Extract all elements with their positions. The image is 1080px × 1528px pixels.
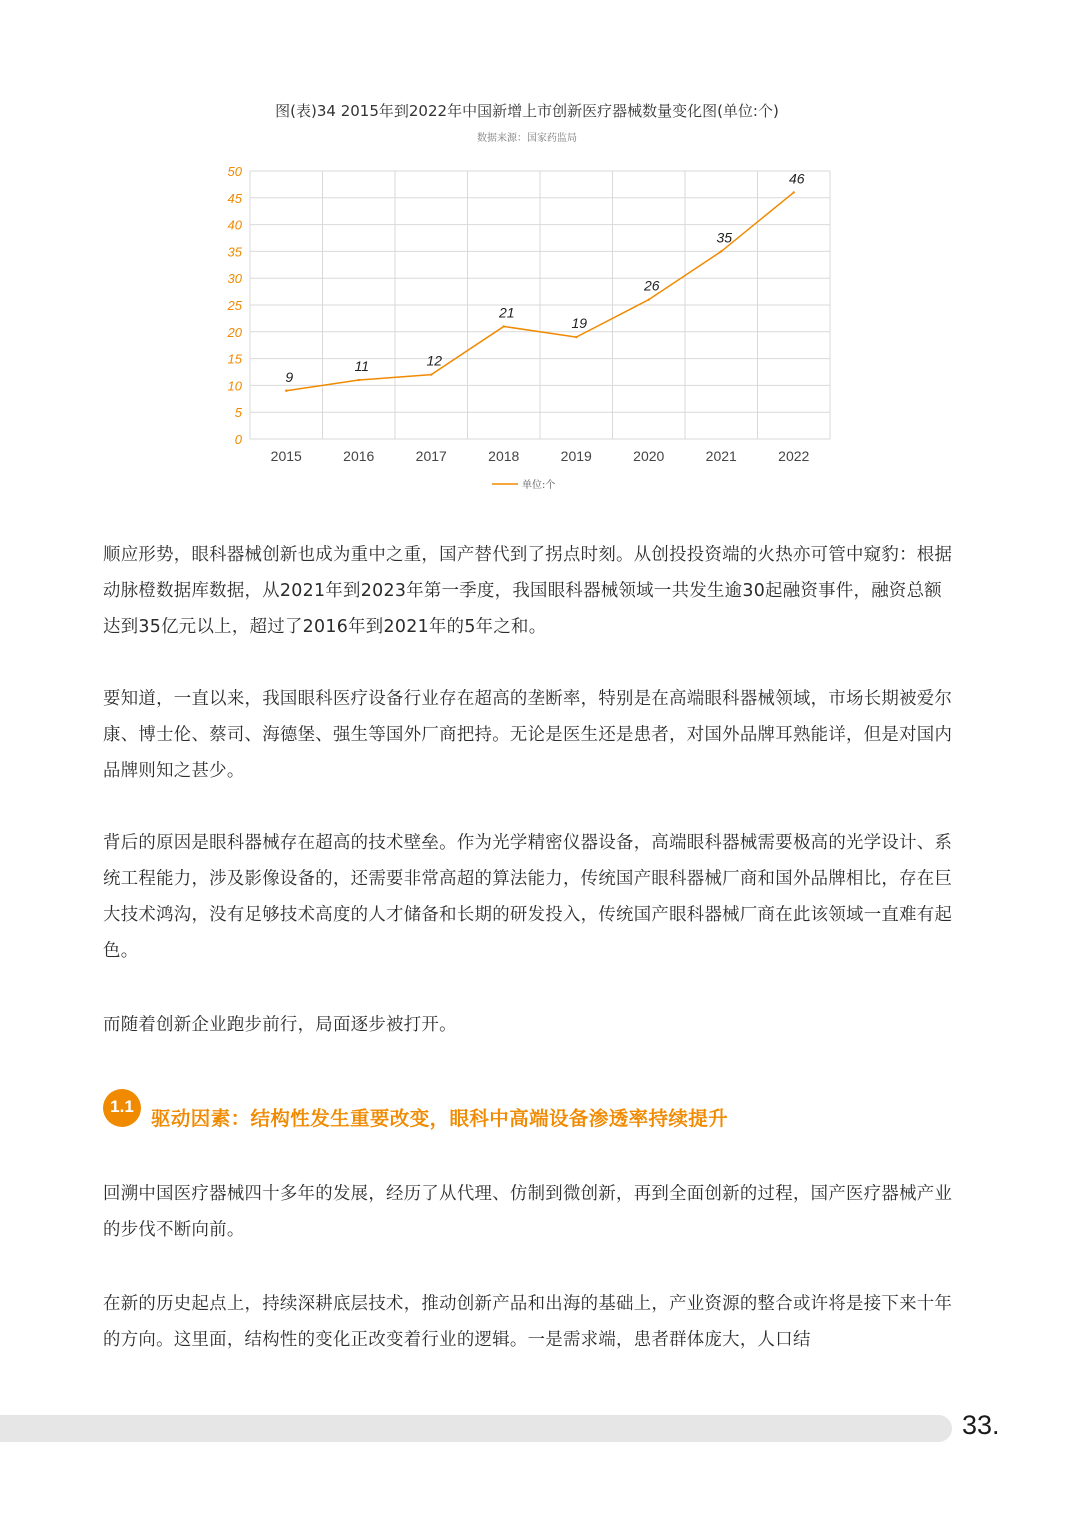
paragraph-1: 顺应形势，眼科器械创新也成为重中之重，国产替代到了拐点时刻。从创投投资端的火热亦可管中窥豹：根据动脉橙数据库数据，从2021年到2023年第一季度，我国眼科器械领域一共发生逾30起融资事件，融资总额达到35亿元以上，超过了2016年到2021年的5年之和。 (103, 545, 953, 637)
chart-grid (250, 171, 830, 439)
x-tick-label: 2015 (270, 448, 302, 464)
chart-title: 图(表)34 2015年到2022年中国新增上市创新医疗器械数量变化图(单位:个) (275, 102, 779, 120)
y-tick-label: 50 (227, 164, 242, 179)
data-label: 35 (716, 229, 733, 246)
data-point (648, 298, 650, 300)
data-point (503, 325, 505, 327)
paragraph-4: 而随着创新企业跑步前行，局面逐步被打开。 (103, 1015, 457, 1035)
data-label: 21 (498, 304, 515, 321)
y-tick-label: 25 (227, 298, 242, 313)
data-label: 26 (643, 277, 660, 294)
line-chart (200, 155, 860, 500)
y-tick-label: 10 (227, 378, 242, 394)
chart-legend (492, 478, 555, 491)
y-axis-ticks (227, 164, 243, 447)
x-tick-label: 2017 (415, 448, 447, 464)
y-tick-label: 45 (227, 190, 242, 206)
paragraph-2: 要知道，一直以来，我国眼科医疗设备行业存在超高的垄断率，特别是在高端眼科器械领域，市场长期被爱尔康、博士伦、蔡司、海德堡、强生等国外厂商把持。无论是医生还是患者，对国外品牌耳熟能详，但是对国内品牌则知之甚少。 (103, 689, 953, 781)
data-point (285, 390, 287, 392)
section-paragraph-2: 在新的历史起点上，持续深耕底层技术，推动创新产品和出海的基础上，产业资源的整合或许将是接下来十年的方向。这里面，结构性的变化正改变着行业的逻辑。一是需求端，患者群体庞大，人口结 (103, 1294, 953, 1350)
section-title: 驱动因素：结构性发生重要改变，眼科中高端设备渗透率持续提升 (151, 1107, 729, 1130)
data-label: 46 (788, 170, 805, 187)
page-number: 33. (962, 1410, 1000, 1440)
section-heading (103, 1089, 963, 1129)
x-tick-label: 2022 (778, 448, 810, 464)
x-axis-ticks (271, 448, 810, 464)
data-label: 12 (426, 352, 443, 369)
y-tick-label: 15 (227, 351, 242, 367)
x-tick-label: 2016 (343, 448, 375, 464)
x-tick-label: 2018 (488, 448, 520, 464)
paragraph-3: 背后的原因是眼科器械存在超高的技术壁垒。作为光学精密仪器设备，高端眼科器械需要极高的光学设计、系统工程能力，涉及影像设备的，还需要非常高超的算法能力，传统国产眼科器械厂商和国外品牌相比，存在巨大技术鸿沟，没有足够技术高度的人才储备和长期的研发投入，传统国产眼科器械厂商在此该领域一直难有起色。 (103, 833, 953, 961)
data-labels (285, 170, 804, 384)
y-tick-label: 35 (227, 244, 242, 260)
x-tick-label: 2019 (560, 448, 592, 464)
data-point (720, 250, 722, 252)
section-number-badge: 1.1 (103, 1089, 141, 1127)
legend-label: 单位:个 (522, 480, 556, 491)
data-point (358, 379, 360, 381)
data-label: 19 (571, 315, 588, 332)
footer-bar (0, 1415, 952, 1442)
y-tick-label: 30 (227, 271, 242, 287)
chart-source: 数据来源：国家药监局 (477, 133, 577, 144)
data-point (575, 336, 577, 338)
data-point (793, 191, 795, 193)
y-tick-label: 0 (234, 432, 242, 447)
section-paragraph-1: 回溯中国医疗器械四十多年的发展，经历了从代理、仿制到微创新，再到全面创新的过程，国产医疗器械产业的步伐不断向前。 (103, 1184, 953, 1240)
data-label: 9 (285, 368, 294, 385)
data-point (430, 373, 432, 375)
x-tick-label: 2021 (705, 448, 737, 464)
y-tick-label: 40 (227, 217, 242, 233)
data-label: 11 (354, 358, 370, 375)
y-tick-label: 20 (227, 324, 242, 340)
y-tick-label: 5 (234, 405, 242, 421)
x-tick-label: 2020 (633, 448, 665, 464)
